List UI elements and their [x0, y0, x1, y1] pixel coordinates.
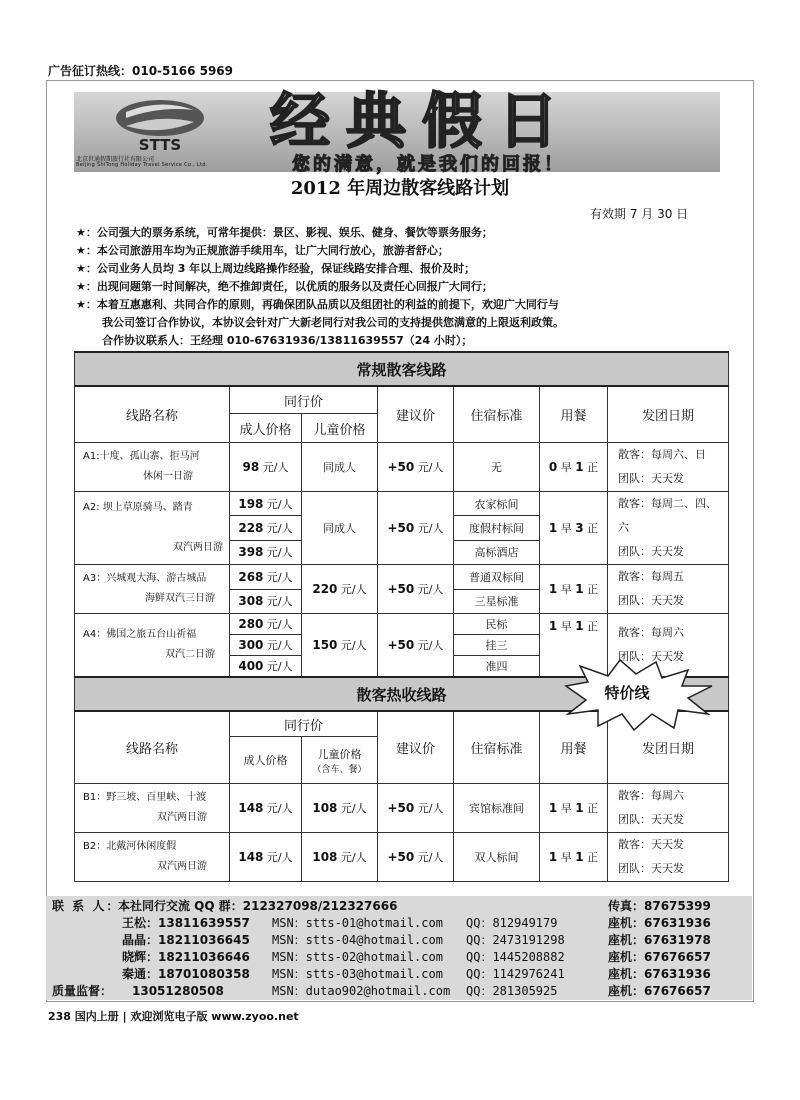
suggest-price: +50	[387, 638, 415, 652]
contact-msn: MSN：stts-03@hotmail.com	[272, 967, 443, 981]
route-subtitle: 双汽两日游	[157, 861, 207, 872]
price-unit: 元/人	[417, 583, 444, 596]
meal-count: 1	[548, 582, 558, 596]
hotel-standard: 三星标准	[454, 589, 540, 614]
section-regular-title: 常规散客线路	[75, 352, 729, 386]
price-unit: 元/人	[266, 521, 293, 535]
route-subtitle: 休闲一日游	[143, 471, 193, 482]
note-item: ★：公司业务人员均 3 年以上周边线路操作经验，保证线路安排合理、报价及时；	[76, 262, 476, 275]
col-schedule: 发团日期	[608, 711, 729, 784]
supervisor-label: 质量监督：	[52, 984, 113, 998]
col-schedule: 发团日期	[608, 386, 729, 443]
price-unit: 元/人	[417, 851, 444, 864]
meal-count: 1	[548, 850, 558, 864]
meal-count: 1	[575, 582, 584, 596]
meal-count: 0	[548, 460, 558, 474]
notes-list	[76, 224, 736, 350]
suggest-price: +50	[387, 460, 415, 474]
schedule-group: 团队：天天发	[618, 862, 684, 875]
adult-price: 268	[238, 569, 264, 584]
hotel-standard: 民标	[454, 614, 540, 635]
meal-count: 1	[548, 801, 558, 815]
route-subtitle: 双汽两日游	[173, 542, 223, 553]
note-item: ★：公司强大的票务系统，可常年提供：景区、影视、娱乐、健身、餐饮等票务服务；	[76, 226, 493, 239]
meal-count: 1	[575, 460, 584, 474]
suggest-price: +50	[387, 801, 415, 815]
route-name: B1：野三坡、百里峡、十渡	[83, 792, 207, 803]
price-unit: 元/人	[417, 639, 444, 652]
contacts-label: 联 系 人：	[52, 899, 121, 913]
hotel-standard: 无	[454, 443, 540, 492]
contact-tel: 座机：67631936	[608, 916, 711, 930]
section-hot-title: 散客热收线路	[75, 677, 729, 711]
qq-group: 本社同行交流 QQ 群：212327098/212327666	[118, 899, 398, 913]
note-item: ★：本着互惠惠利、共同合作的原则，再确保团队品质以及组团社的利益的前提下，欢迎广大同行与	[76, 298, 559, 311]
schedule-individual: 散客：每周六	[618, 626, 684, 639]
supervisor-qq: QQ：281305925	[466, 984, 558, 998]
meal-count: 1	[575, 619, 584, 633]
price-unit: 元/人	[417, 461, 444, 474]
schedule-individual: 散客：每周二、四、六	[618, 497, 717, 534]
adult-price: 148	[238, 801, 264, 815]
supervisor-tel: 座机：67676657	[608, 984, 711, 998]
page-title: 2012 年周边散客线路计划	[290, 178, 510, 199]
company-name-en: Beijing ShiTong Holiday Travel Service Co., Ltd.	[76, 162, 208, 168]
adult-price: 280	[238, 617, 264, 631]
contact-qq: QQ：2473191298	[466, 933, 565, 947]
meal-count: 1	[548, 619, 558, 633]
meal-label: 早	[560, 461, 572, 474]
hotel-standard: 宾馆标准间	[454, 784, 540, 833]
col-route-name: 线路名称	[75, 386, 230, 443]
price-unit: 元/人	[266, 660, 293, 673]
schedule-group: 团队：天天发	[618, 650, 684, 663]
route-subtitle: 双汽两日游	[157, 812, 207, 823]
special-offer-label: 特价线	[604, 684, 650, 702]
adult-price: 98	[242, 460, 260, 474]
contact-name-phone: 晶晶：18211036645	[122, 933, 250, 947]
adult-price: 198	[238, 496, 264, 511]
col-meal: 用餐	[540, 386, 608, 443]
route-name: A2: 坝上草原骑马、踏青	[83, 502, 193, 513]
contact-note: 合作协议联系人：王经理 010-67631936/13811639557（24 小时）；	[102, 334, 473, 347]
hotel-standard: 普通双标间	[454, 565, 540, 590]
contact-qq: QQ：1445208882	[466, 950, 565, 964]
meal-label: 正	[587, 802, 599, 815]
col-hotel: 住宿标准	[454, 386, 540, 443]
contact-tel: 座机：67631936	[608, 967, 711, 981]
contact-tel: 座机：67631978	[608, 933, 711, 947]
routes-table	[74, 351, 729, 882]
table-row	[75, 784, 729, 833]
price-unit: 元/人	[340, 583, 367, 596]
suggest-price: +50	[387, 850, 415, 864]
adult-price: 398	[238, 545, 264, 560]
meal-label: 正	[587, 522, 599, 535]
child-price: 150	[312, 638, 338, 652]
child-price: 108	[312, 801, 338, 815]
contact-qq: QQ：1142976241	[466, 967, 565, 981]
price-unit: 元/人	[266, 546, 293, 560]
meal-count: 3	[575, 521, 584, 535]
contact-msn: MSN：stts-04@hotmail.com	[272, 933, 443, 947]
meal-label: 正	[587, 583, 599, 596]
route-name: A4：佛国之旅五台山祈福	[83, 629, 197, 640]
note-item: ★：本公司旅游用车均为正规旅游手续用车，让广大同行放心，旅游者舒心；	[76, 244, 449, 257]
hotel-standard: 挂三	[454, 635, 540, 656]
schedule-group: 团队：天天发	[618, 594, 684, 607]
meal-label: 早	[560, 620, 572, 633]
price-unit: 元/人	[266, 851, 293, 864]
supervisor-phone: 13051280508	[132, 984, 224, 998]
meal-count: 1	[548, 521, 558, 535]
meal-count: 1	[575, 801, 584, 815]
meal-label: 正	[587, 461, 599, 474]
col-suggest-price: 建议价	[378, 386, 454, 443]
route-subtitle: 双汽二日游	[165, 649, 215, 660]
schedule-individual: 散客：每周六、日	[618, 448, 706, 461]
col-peer-price: 同行价	[230, 711, 378, 737]
contact-qq: QQ：812949179	[466, 916, 558, 930]
child-price: 同成人	[302, 443, 378, 492]
route-name: A3：兴城观大海、游古城品	[83, 573, 207, 584]
logo-text: STTS	[138, 136, 182, 152]
schedule-group: 团队：天天发	[618, 813, 684, 826]
child-price: 同成人	[302, 492, 378, 565]
contact-msn: MSN：stts-01@hotmail.com	[272, 916, 443, 930]
col-adult-price: 成人价格	[230, 414, 302, 443]
hotel-standard: 双人标间	[454, 833, 540, 882]
col-meal: 用餐	[540, 711, 608, 784]
meal-label: 早	[560, 802, 572, 815]
validity-date: 有效期 7 月 30 日	[590, 207, 689, 221]
adult-price: 400	[238, 659, 264, 673]
brand-title: 经典假日	[270, 87, 574, 157]
table-row	[75, 614, 729, 635]
price-unit: 元/人	[266, 497, 293, 511]
price-unit: 元/人	[262, 461, 289, 474]
adult-price: 300	[238, 638, 264, 652]
price-unit: 元/人	[417, 522, 444, 535]
adult-price: 228	[238, 520, 264, 535]
col-child-price: 儿童价格	[302, 414, 378, 443]
contact-msn: MSN：stts-02@hotmail.com	[272, 950, 443, 964]
fax-number: 传真：87675399	[608, 899, 711, 913]
hotel-standard: 高标酒店	[454, 540, 540, 564]
note-item: 我公司签订合作协议，本协议会针对广大新老同行对我公司的支持提供您满意的上限返利政策。	[102, 316, 564, 329]
col-hotel: 住宿标准	[454, 711, 540, 784]
note-item: ★：出现问题第一时间解决，绝不推卸责任，以优质的服务以及责任心回报广大同行；	[76, 280, 493, 293]
table-row	[75, 443, 729, 492]
stts-logo	[110, 96, 210, 152]
child-price-note: （含车、餐）	[312, 764, 367, 775]
table-row	[75, 833, 729, 882]
col-child-price: 儿童价格	[317, 747, 362, 761]
col-suggest-price: 建议价	[378, 711, 454, 784]
price-unit: 元/人	[340, 851, 367, 864]
suggest-price: +50	[387, 582, 415, 596]
brand-slogan: 您的满意，就是我们的回报！	[292, 154, 565, 175]
contact-name-phone: 晓辉：18211036646	[122, 950, 250, 964]
route-subtitle: 海鲜双汽三日游	[145, 593, 215, 604]
price-unit: 元/人	[266, 570, 293, 584]
schedule-individual: 散客：每周六	[618, 789, 684, 802]
price-unit: 元/人	[266, 618, 293, 631]
col-peer-price: 同行价	[230, 386, 378, 414]
adult-price: 148	[238, 850, 264, 864]
page-footer: 238 国内上册 | 欢迎浏览电子版 www.zyoo.net	[48, 1010, 299, 1023]
hotel-standard: 农家标间	[454, 492, 540, 516]
col-adult-price: 成人价格	[230, 737, 302, 784]
contact-name-phone: 秦通：18701080358	[122, 967, 250, 981]
meal-label: 正	[587, 851, 599, 864]
schedule-individual: 散客：每周五	[618, 570, 684, 583]
supervisor-msn: MSN：dutao902@hotmail.com	[272, 984, 451, 998]
ad-hotline: 广告征订热线：010-5166 5969	[48, 64, 234, 78]
table-row	[75, 492, 729, 516]
meal-label: 正	[587, 620, 599, 633]
meal-label: 早	[560, 851, 572, 864]
price-unit: 元/人	[340, 639, 367, 652]
child-price: 108	[312, 850, 338, 864]
contact-name-phone: 王松：13811639557	[122, 916, 250, 930]
price-unit: 元/人	[340, 802, 367, 815]
child-price: 220	[312, 582, 338, 596]
schedule-group: 团队：天天发	[618, 545, 684, 558]
contacts-panel	[46, 896, 752, 1000]
price-unit: 元/人	[266, 802, 293, 815]
col-route-name: 线路名称	[75, 711, 230, 784]
company-name-cn: 北京世通假期旅行社有限公司	[76, 156, 155, 163]
hotel-standard: 准四	[454, 656, 540, 678]
schedule-individual: 散客：天天发	[618, 838, 684, 851]
price-unit: 元/人	[266, 639, 293, 652]
route-name: A1:十度、孤山寨、拒马河	[83, 451, 200, 462]
table-row	[75, 565, 729, 590]
meal-label: 早	[560, 583, 572, 596]
meal-count: 1	[575, 850, 584, 864]
contact-tel: 座机：67676657	[608, 950, 711, 964]
suggest-price: +50	[387, 521, 415, 535]
meal-label: 早	[560, 522, 572, 535]
adult-price: 308	[238, 594, 264, 609]
price-unit: 元/人	[417, 802, 444, 815]
hotel-standard: 度假村标间	[454, 516, 540, 540]
schedule-group: 团队：天天发	[618, 472, 684, 485]
route-name: B2：北戴河休闲度假	[83, 841, 177, 852]
price-unit: 元/人	[266, 595, 293, 609]
